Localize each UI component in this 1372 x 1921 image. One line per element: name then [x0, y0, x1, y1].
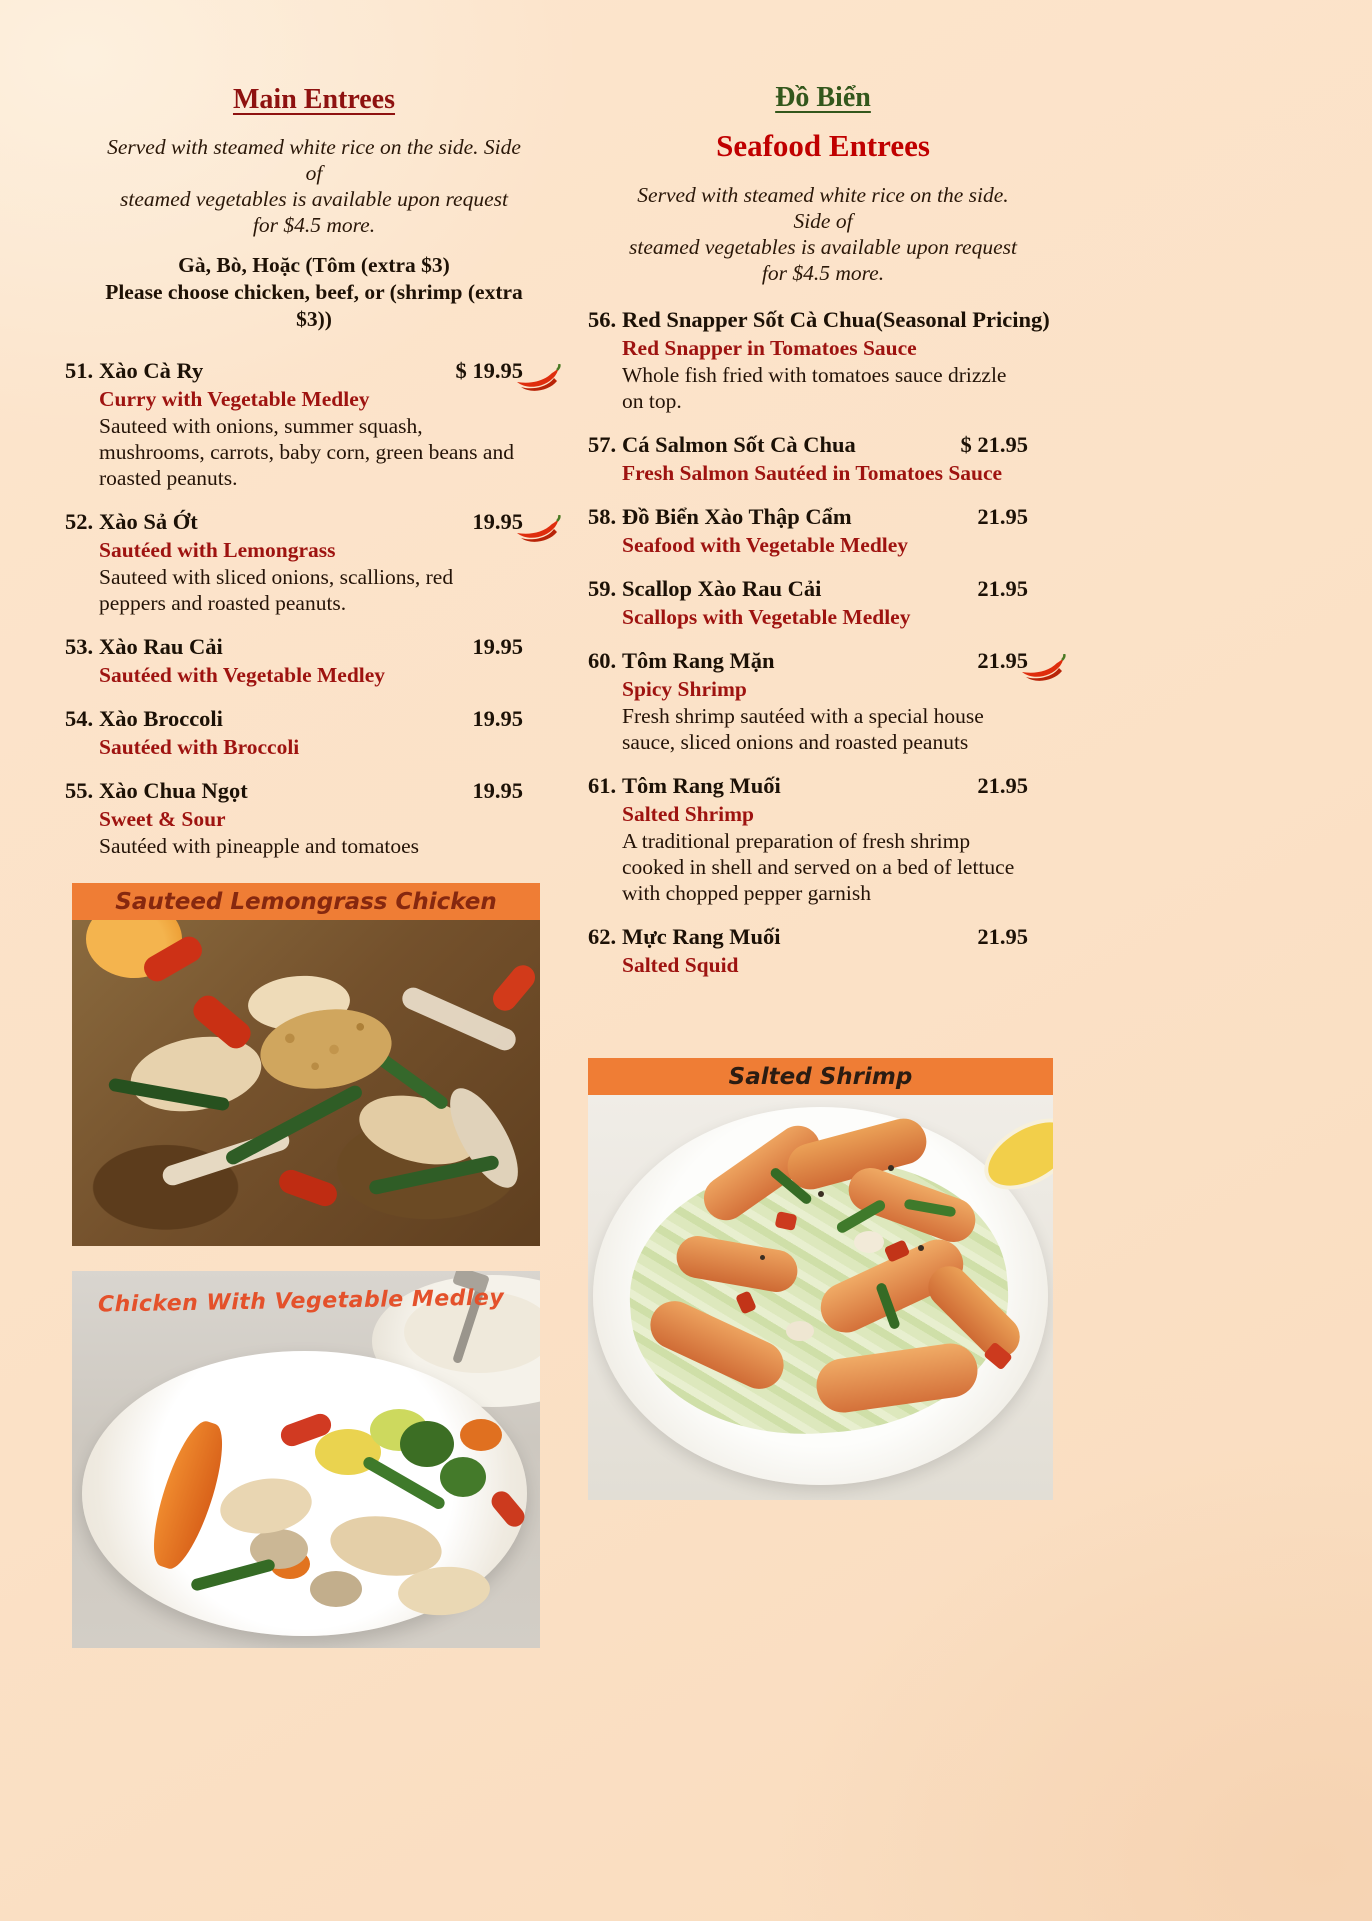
broccoli-floret [400, 1421, 454, 1467]
choice-line-vn: Gà, Bò, Hoặc (Tôm (extra $3) [178, 253, 450, 277]
scallion-strip [224, 1083, 365, 1167]
price-text: 19.95 [472, 509, 523, 534]
price-text: 21.95 [977, 504, 1028, 529]
item-price [977, 923, 1028, 950]
menu-item-54 [65, 705, 523, 760]
item-number: 56. [588, 307, 617, 332]
item-number: 58. [588, 504, 617, 529]
item-number: 57. [588, 432, 617, 457]
photo-caption: Salted Shrimp [728, 1063, 913, 1090]
item-number: 52. [65, 509, 94, 534]
photo-caption: Sauteed Lemongrass Chicken [115, 888, 497, 915]
photo-chicken-vegetable-medley-block [72, 1271, 540, 1648]
main-entrees-title: Main Entrees [232, 84, 396, 115]
item-number: 53. [65, 634, 94, 659]
seafood-items [588, 306, 1050, 978]
menu-item-60 [588, 647, 1028, 755]
item-description: Whole fish fried with tomatoes sauce drizzle on top. [622, 363, 1007, 413]
item-subtitle-en: Sweet & Sour [99, 807, 226, 831]
item-price [977, 575, 1028, 602]
item-name: Tôm Rang Muối [622, 773, 781, 798]
item-name: Mực Rang Muối [622, 924, 781, 949]
item-name: Đồ Biển Xào Thập Cẩm [622, 504, 852, 529]
item-name: Cá Salmon Sốt Cà Chua [622, 432, 856, 457]
item-number: 59. [588, 576, 617, 601]
photo-salted-shrimp [588, 1095, 1053, 1500]
chili-pepper-icon [515, 364, 561, 394]
item-subtitle-en: Salted Squid [622, 953, 739, 977]
price-text: 21.95 [977, 576, 1028, 601]
photo-chicken-vegetable-medley [72, 1271, 540, 1648]
item-description: Sauteed with sliced onions, scallions, red peppers and roasted peanuts. [99, 565, 454, 615]
photo-sauteed-lemongrass-chicken-block [72, 883, 540, 1246]
item-price [456, 357, 524, 384]
onion-piece [786, 1321, 814, 1341]
item-name: Xào Sả Ớt [99, 509, 198, 534]
photo-salted-shrimp-block [588, 1058, 1053, 1500]
item-price [977, 503, 1028, 530]
red-pepper-strip [488, 960, 540, 1015]
item-price [472, 777, 523, 804]
item-subtitle-en: Fresh Salmon Sautéed in Tomatoes Sauce [622, 461, 1003, 485]
seafood-entrees-column [588, 0, 1050, 1500]
photo-caption-bar [588, 1058, 1053, 1095]
broccoli-floret [440, 1457, 486, 1497]
note-line-1: Served with steamed white rice on the side. Side of [637, 183, 1009, 233]
price-text: 19.95 [472, 706, 523, 731]
price-text: $ 19.95 [455, 358, 523, 383]
note-line-1: Served with steamed white rice on the side. Side of [107, 135, 521, 185]
item-number: 60. [588, 648, 617, 673]
main-entrees-note [105, 134, 523, 238]
pepper-fleck [918, 1245, 924, 1251]
photo-overlay-caption: Chicken With Vegetable Medley [97, 1285, 505, 1318]
item-price [977, 772, 1028, 799]
menu-item-59 [588, 575, 1028, 630]
chili-pepper-icon [515, 515, 561, 545]
main-entrees-items [65, 357, 523, 859]
menu-item-58 [588, 503, 1028, 558]
red-pepper-strip [276, 1166, 341, 1209]
note-line-2: steamed vegetables is available upon request for $4.5 more. [120, 187, 508, 237]
price-text: 21.95 [977, 773, 1028, 798]
item-name: Xào Rau Cải [99, 634, 223, 659]
item-description: Sauteed with onions, summer squash, mushrooms, carrots, baby corn, green beans and roasted peanuts. [99, 414, 514, 490]
item-number: 51. [65, 358, 94, 383]
main-entrees-column [65, 0, 523, 1648]
menu-item-52 [65, 508, 523, 616]
price-text: 19.95 [472, 778, 523, 803]
item-subtitle-en: Salted Shrimp [622, 802, 755, 826]
item-subtitle-en: Curry with Vegetable Medley [99, 387, 370, 411]
item-subtitle-en: Sautéed with Vegetable Medley [99, 663, 386, 687]
item-description: A traditional preparation of fresh shrimp cooked in shell and served on a bed of lettuce with chopped pepper garnish [622, 829, 1015, 905]
item-name: Xào Chua Ngọt [99, 778, 248, 803]
menu-item-56 [588, 306, 1050, 414]
seafood-title-english: Seafood Entrees [716, 128, 930, 163]
menu-item-57 [588, 431, 1028, 486]
item-subtitle-en: Seafood with Vegetable Medley [622, 533, 909, 557]
onion-piece [854, 1231, 884, 1253]
item-price [875, 306, 1049, 333]
item-number: 55. [65, 778, 94, 803]
pepper-fleck [760, 1255, 765, 1260]
item-name: Xào Cà Ry [99, 358, 204, 383]
item-subtitle-en: Spicy Shrimp [622, 677, 747, 701]
price-text: 21.95 [977, 924, 1028, 949]
price-text: 19.95 [472, 634, 523, 659]
price-text: (Seasonal Pricing) [875, 307, 1050, 332]
seafood-title-vietnamese: Đồ Biển [775, 82, 871, 113]
item-subtitle-en: Sautéed with Broccoli [99, 735, 300, 759]
item-subtitle-en: Red Snapper in Tomatoes Sauce [622, 336, 917, 360]
seafood-note [618, 182, 1028, 286]
note-line-2: steamed vegetables is available upon request for $4.5 more. [629, 235, 1017, 285]
menu-item-53 [65, 633, 523, 688]
item-price [961, 431, 1029, 458]
menu-item-61 [588, 772, 1028, 906]
chili-pepper-icon [1020, 654, 1066, 684]
photo-sauteed-lemongrass-chicken [72, 920, 540, 1246]
item-number: 61. [588, 773, 617, 798]
protein-choice-note [105, 252, 523, 333]
item-name: Red Snapper Sốt Cà Chua [622, 307, 876, 332]
item-price [472, 508, 523, 535]
item-subtitle-en: Sautéed with Lemongrass [99, 538, 336, 562]
pepper-fleck [818, 1191, 824, 1197]
item-price [472, 633, 523, 660]
item-subtitle-en: Scallops with Vegetable Medley [622, 605, 911, 629]
item-name: Xào Broccoli [99, 706, 223, 731]
item-price [472, 705, 523, 732]
choice-line-en: Please choose chicken, beef, or (shrimp (extra $3)) [105, 280, 523, 331]
mushroom [310, 1571, 362, 1607]
menu-item-55 [65, 777, 523, 859]
menu-item-62 [588, 923, 1028, 978]
item-price [977, 647, 1028, 674]
menu-item-51 [65, 357, 523, 491]
price-text: 21.95 [977, 648, 1028, 673]
photo-caption-bar [72, 883, 540, 920]
item-number: 54. [65, 706, 94, 731]
pepper-fleck [888, 1165, 894, 1171]
item-description: Sautéed with pineapple and tomatoes [99, 834, 420, 858]
item-name: Scallop Xào Rau Cải [622, 576, 822, 601]
item-description: Fresh shrimp sautéed with a special house sauce, sliced onions and roasted peanuts [622, 704, 984, 754]
carrot-chunk [460, 1419, 502, 1451]
item-name: Tôm Rang Mặn [622, 648, 775, 673]
item-number: 62. [588, 924, 617, 949]
price-text: $ 21.95 [960, 432, 1028, 457]
